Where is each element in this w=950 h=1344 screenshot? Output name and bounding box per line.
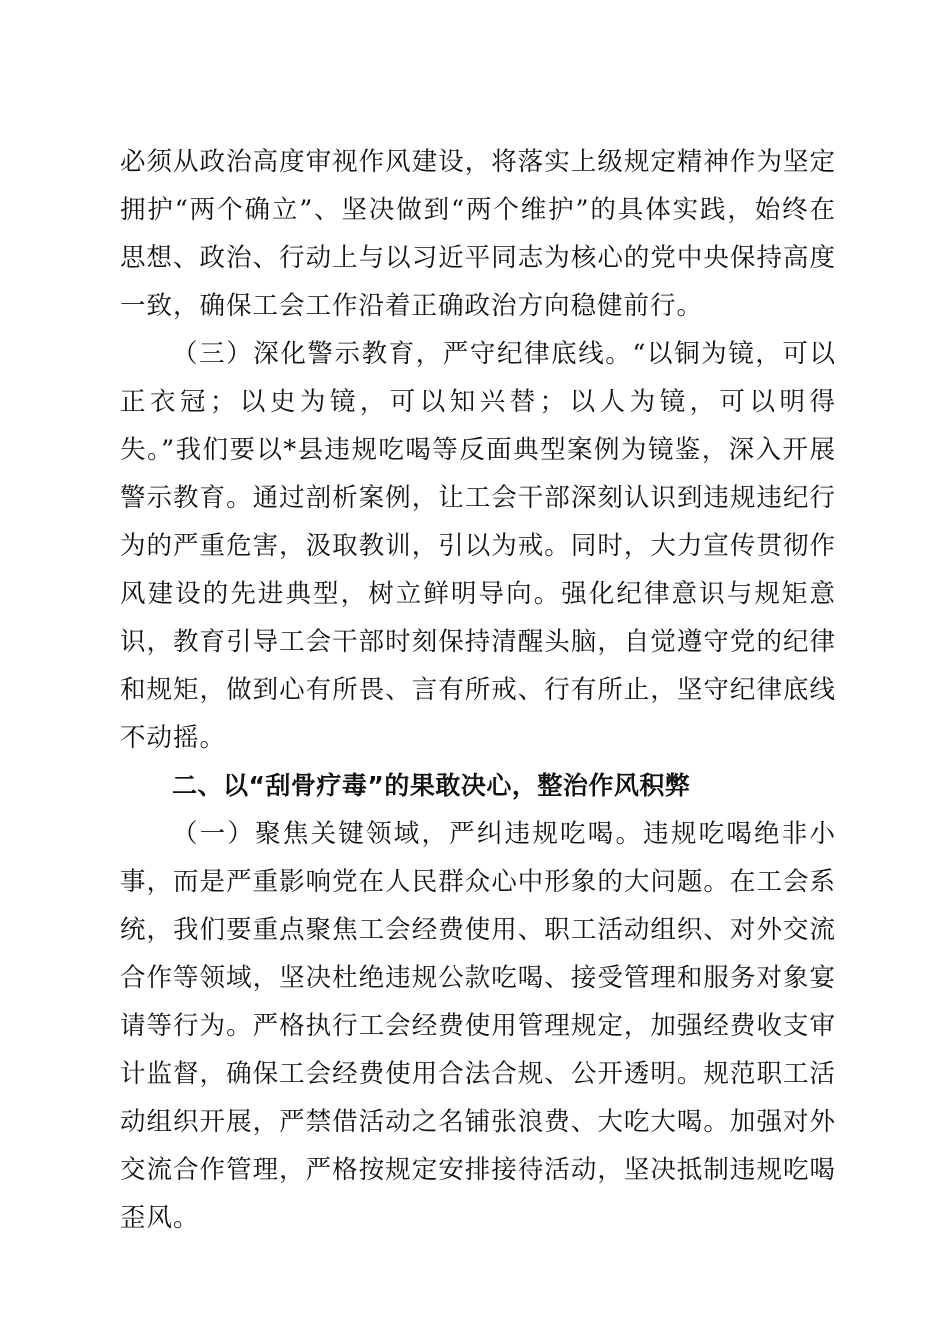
section-heading-two: 二、以“刮骨疗毒”的果敢决心，整治作风积弊 bbox=[172, 771, 691, 800]
paragraph-warning-education: （三）深化警示教育，严守纪律底线。“以铜为镜，可以正衣冠；以史为镜，可以知兴替；以人为镜，可以明得失。”我们要以*县违规吃喝等反面典型案例为镜鉴，深入开展警示教育。通过剖析案例，让工会干部深刻认识到违规违纪行为的严重危害，汲取教训，引以为戒。同时，大力宣传贯彻作风建设的先进典型，树立鲜明导向。强化纪律意识与规矩意识，教育引导工会干部时刻保持清醒头脑，自觉遵守党的纪律和规矩，做到心有所畏、言有所戒、行有所止，坚守纪律底线不动摇。 bbox=[120, 339, 836, 753]
document-body bbox=[120, 138, 836, 1242]
paragraph-key-areas: （一）聚焦关键领域，严纠违规吃喝。违规吃喝绝非小事，而是严重影响党在人民群众心中形象的大问题。在工会系统，我们要重点聚焦工会经费使用、职工活动组织、对外交流合作等领域，坚决杜绝违规公款吃喝、接受管理和服务对象宴请等行为。严格执行工会经费使用管理规定，加强经费收支审计监督，确保工会经费使用合法合规、公开透明。规范职工活动组织开展，严禁借活动之名铺张浪费、大吃大喝。加强对外交流合作管理，严格按规定安排接待活动，坚决抵制违规吃喝歪风。 bbox=[120, 819, 836, 1233]
paragraph-political-stance: 必须从政治高度审视作风建设，将落实上级规定精神作为坚定拥护“两个确立”、坚决做到“两个维护”的具体实践，始终在思想、政治、行动上与以习近平同志为核心的党中央保持高度一致，确保工会工作沿着正确政治方向稳健前行。 bbox=[120, 147, 836, 321]
